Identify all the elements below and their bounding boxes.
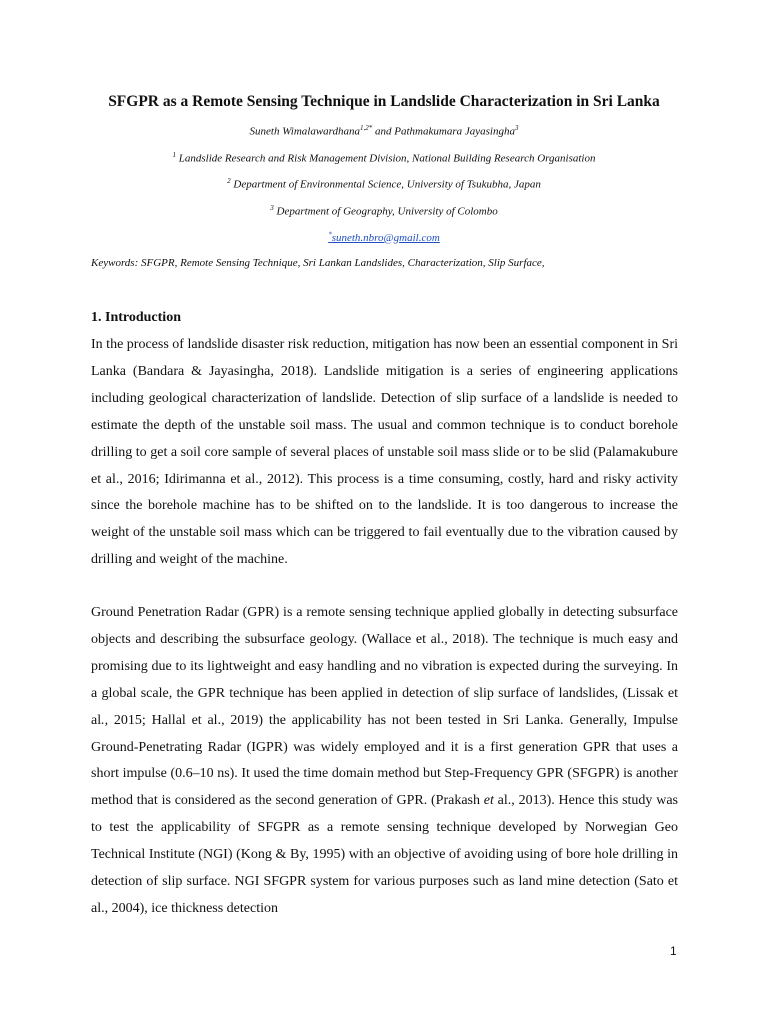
- paragraph-2-italic-a: .,: [101, 712, 114, 728]
- author-line: [0, 124, 768, 138]
- affiliation-2-text: Department of Environmental Science, University of Tsukubha, Japan: [233, 178, 541, 191]
- paragraph-1: In the process of landslide disaster risk reduction, mitigation has now been an essential component in Sri Lanka (Bandara & Jayasingha, 2018). Landslide mitigation is a series of engineering applications including geological characterization of landslide. Detection of slip surface of a landslide is needed to estimate the depth of the unstable soil mass. The usual and common technique is to conduct borehole drilling to get a soil core sample of several places of unstable soil mass slide or to be slid (Palamakubure et al., 2016; Idirimanna et al., 2012). This process is a time consuming, costly, hard and risky activity since the borehole machine has to be shifted on to the landslide. It is too dangerous to increase the weight of the unstable soil mass which can be triggered to fail eventually due to the vibration caused by drilling and weight of the machine.: [91, 337, 678, 568]
- paragraph-2-italic-b: et: [483, 793, 494, 809]
- paragraph-2: [91, 600, 678, 923]
- affiliation-3-text: Department of Geography, University of Colombo: [276, 205, 498, 218]
- author-1-superscript: 1,2*: [360, 124, 373, 132]
- paragraph-2-part-c: al., 2013). Hence this study was to test the applicability of SFGPR as a remote sensing technique developed by Norwegian Geo Technical Institute (NGI) (Kong & By, 1995) with an objective of avoiding using of bore hole drilling in detection of slip surface. NGI SFGPR system for various purposes such as land mine detection (Sato et al., 2004), ice thickness detection: [91, 793, 678, 916]
- section-heading: 1. Introduction: [91, 310, 181, 325]
- email-line: [0, 230, 768, 244]
- affiliation-3: [0, 204, 768, 218]
- page-number: 1: [670, 944, 677, 958]
- affiliation-2: [0, 177, 768, 191]
- paragraph-2-part-a: Ground Penetration Radar (GPR) is a remote sensing technique applied globally in detecting subsurface objects and describing the subsurface geology. (Wallace et al., 2018). The technique is much easy and promising due to its lightweight and easy handling and no vibration is expected during the surveying. In a global scale, the GPR technique has been applied in detection of slip surface of landslides, (Lissak et al: [91, 605, 678, 728]
- author-connector: and: [372, 125, 395, 138]
- affiliation-1-text: Landslide Research and Risk Management Division, National Building Research Organisation: [178, 152, 596, 165]
- author-2-superscript: 3: [514, 124, 519, 132]
- email-text: suneth.nbro@gmail.com: [331, 231, 440, 244]
- email-superscript: *: [328, 230, 332, 238]
- affiliation-2-superscript: 2: [227, 177, 231, 185]
- affiliation-1-superscript: 1: [172, 151, 176, 159]
- keywords: Keywords: SFGPR, Remote Sensing Technique, Sri Lankan Landslides, Characterization, Slip Surface,: [91, 257, 545, 269]
- author-2: Pathmakumara Jayasingha: [394, 125, 515, 138]
- affiliation-1: [0, 151, 768, 165]
- paper-title: SFGPR as a Remote Sensing Technique in Landslide Characterization in Sri Lanka: [108, 93, 660, 110]
- email-link[interactable]: [328, 232, 440, 244]
- paragraph-2-part-b: 2015; Hallal et al., 2019) the applicability has not been tested in Sri Lanka. Generally, Impulse Ground-Penetrating Radar (IGPR) was widely employed and it is a first generation GPR that uses a short impulse (0.6–10 ns). It used the time domain method but Step-Frequency GPR (SFGPR) is another method that is considered as the second generation of GPR. (Prakash: [91, 712, 679, 809]
- affiliation-3-superscript: 3: [270, 204, 274, 212]
- author-1: Suneth Wimalawardhana: [249, 125, 361, 138]
